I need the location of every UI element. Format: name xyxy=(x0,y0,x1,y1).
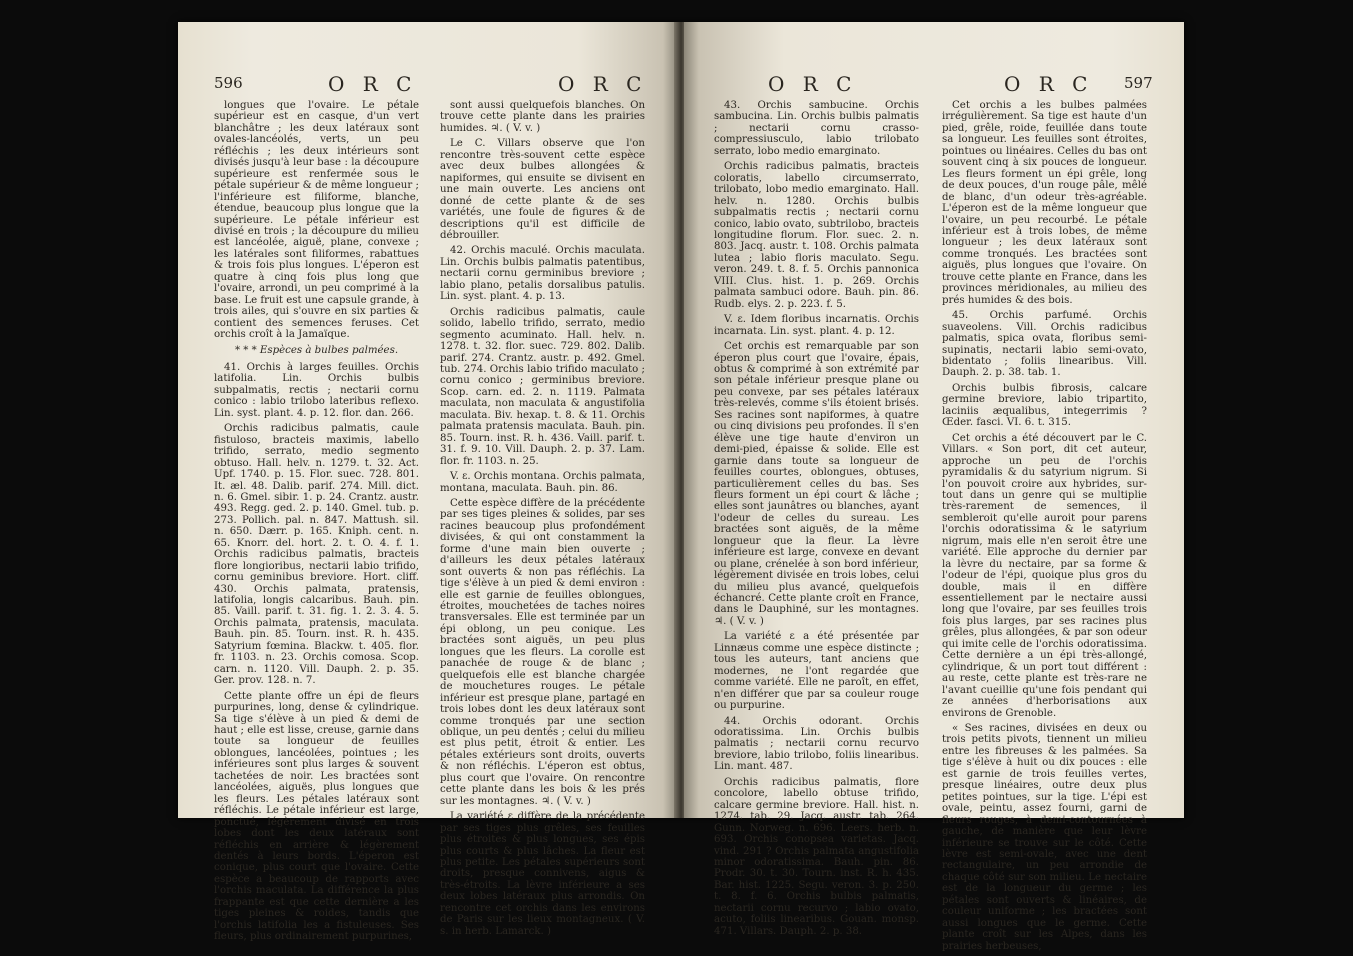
page-number: 596 xyxy=(214,74,243,92)
paragraph: Orchis radicibus palmatis, bracteis coloratis, labello circumserrato, trilobato, lobo medio emarginato. Hall. helv. n. 1280. Orchis bulbis subpalmatis rectis ; nectarii cornu conico, labio ovato, subtrilobo, bracteis longitudine florum. Flor. suec. 2. n. 803. Jacq. austr. t. 108. Orchis palmata lutea ; labio floris maculato. Segu. veron. 249. t. 8. f. 5. Orchis pannonica VIII. Clus. hist. 1. p. 269. Orchis palmata sambuci odore. Bauh. pin. 86. Rudb. elys. 2. p. 223. f. 5. xyxy=(714,161,919,310)
paragraph: Le C. Villars observe que l'on rencontre très-souvent cette espèce avec deux bulbes allongées & napiformes, qui ensuite se divisent en une main ouverte. Les anciens ont donné de cette plante & de ses variétés, une foule de figures & de descriptions qu'il est difficile de débrouiller. xyxy=(440,138,645,241)
right-page xyxy=(684,22,1184,952)
paragraph: Cette plante offre un épi de fleurs purpurines, long, dense & cylindrique. Sa tige s'élève à un pied & demi de haut ; elle est lisse, creuse, garnie dans toute sa longueur de feuilles oblongues, lancéolées, pointues ; les inférieures sont plus larges & souvent tachetées de noir. Les bractées sont lancéolées, aiguës, plus longues que les fleurs. Les pétales latéraux sont réfléchis. Le pétale inférieur est large, ponctué, légèrement divisé en trois lobes dont les deux latéraux sont réfléchis en arrière & légèrement dentés à leurs bords. L'éperon est conique, plus court que l'ovaire. Cette espèce a beaucoup de rapports avec l'orchis maculata. La différence la plus frappante est que cette dernière a les tiges pleines & roides, tandis que l'orchis latifolia les a fistuleuses. Ses fleurs, plus ordinairement purpurines, xyxy=(214,690,419,943)
paragraph: Orchis radicibus palmatis, caule solido, labello trifido, serrato, medio segmento acuminato. Hall. helv. n. 1278. t. 32. flor. suec. 729. 802. Dalib. parif. 274. Crantz. austr. p. 492. Gmel. tub. 274. Orchis labio trifido maculato ; cornu conico ; germinibus breviore. Scop. carn. ed. 2. n. 1119. Palmata maculata, non maculata & angustifolia maculata. Biv. hexap. t. 8. & 11. Orchis palmata pratensis maculata. Bauh. pin. 85. Tourn. inst. R. h. 436. Vaill. parif. t. 31. f. 9. 10. Vill. Dauph. 2. p. 37. Lam. flor. fr. 1103. n. 25. xyxy=(440,306,645,467)
open-book xyxy=(178,22,1184,952)
paragraph: « Ses racines, divisées en deux ou trois petits pivots, tiennent un milieu entre les fibreuses & les palmées. Sa tige s'élève à huit ou dix pouces : elle est garnie de trois feuilles vertes, presque linéaires, outre deux plus petites pointues, sur la tige. L'épi est ovale, peintu, assez fourni, garni de fleurs rouges, à demi-contournées à gauche, de manière que leur lèvre inférieure se trouve sur le côté. Cette lèvre est semi-ovale, avec une dent rectangulaire, un peu arrondie de chaque côté sur son milieu. Le nectaire est de la longueur du germe ; les pétales sont ouverts & linéaires, de couleur uniforme ; les bractées sont aussi longues que le germe. Cette plante croît sur les Alpes, dans les prairies herbeuses, xyxy=(942,723,1147,952)
running-header: O R C xyxy=(1004,72,1094,96)
paragraph: 42. Orchis maculé. Orchis maculata. Lin. Orchis bulbis palmatis patentibus, nectarii cornu germinibus breviore ; labio plano, petalis dorsalibus patulis. Lin. syst. plant. 4. p. 13. xyxy=(440,245,645,303)
section-heading: * * * Espèces à bulbes palmées. xyxy=(234,344,399,356)
text-column-left xyxy=(714,100,919,941)
running-header: O R C xyxy=(768,72,858,96)
paragraph: La variété ε diffère de la précédente par ses tiges plus grêles, ses feuilles plus étroites & plus longues, ses épis plus courts & plus lâches. La fleur est plus petite. Les pétales supérieurs sont droits, presque connivens, aigus & très-étroits. La lèvre inférieure a ses deux lobes latéraux plus arrondis. On rencontre cet orchis dans les environs de Paris sur les lieux montagneux. ( V. s. in herb. Lamarck. ) xyxy=(440,811,645,937)
paragraph: 41. Orchis à larges feuilles. Orchis latifolia. Lin. Orchis bulbis subpalmatis, rectis ; nectarii cornu conico : labio trilobo lateribus reflexo. Lin. syst. plant. 4. p. 12. flor. dan. 266. xyxy=(214,361,419,419)
paragraph: sont aussi quelquefois blanches. On trouve cette plante dans les prairies humides. ♃. ( V. v. ) xyxy=(440,100,645,134)
paragraph: Orchis radicibus palmatis, caule fistuloso, bracteis maximis, labello trifido, serrato, medio segmento obtuso. Hall. helv. n. 1279. t. 32. Act. Upf. 1740. p. 15. Flor. suec. 728. 801. It. æl. 48. Dalib. parif. 274. Mill. dict. n. 6. Gmel. sibir. 1. p. 24. Crantz. austr. 493. Regg. ged. 2. p. 140. Gmel. tub. p. 273. Pollich. pal. n. 847. Mattush. sil. n. 650. Dærr. p. 165. Kniph. cent. n. 65. Knorr. del. hort. 2. t. O. 4. f. 1. Orchis radicibus palmatis, bracteis flore longioribus, nectarii labio trifido, cornu geminibus breviore. Hort. cliff. 430. Orchis palmata, pratensis, latifolia, longis calcaribus. Bauh. pin. 85. Vaill. parif. t. 31. fig. 1. 2. 3. 4. 5. Orchis palmata, pratensis, maculata. Bauh. pin. 85. Tourn. inst. R. h. 435. Satyrium fœmina. Blackw. t. 405. flor. fr. 1103. n. 23. Orchis comosa. Scop. carn. n. 1120. Vill. Dauph. 2. p. 35. Ger. prov. 128. n. 7. xyxy=(214,423,419,687)
text-column-right xyxy=(942,100,1147,956)
paragraph: Orchis bulbis fibrosis, calcare germine breviore, labio tripartito, laciniis æqualibus, integerrimis ? Œder. fasci. VI. 6. t. 315. xyxy=(942,382,1147,429)
paragraph: V. ε. Orchis montana. Orchis palmata, montana, maculata. Bauh. pin. 86. xyxy=(440,471,645,494)
paragraph: Cet orchis a été découvert par le C. Villars. « Son port, dit cet auteur, approche un peu de l'orchis pyramidalis & du satyrium nigrum. Si l'on pouvoit croire aux hybrides, sur-tout dans un genre qui se multiplie très-rarement de semences, il sembleroit qu'elle auroit pour parens l'orchis odoratissima & le satyrium nigrum, mais elle n'en seroit être une variété. Elle approche du dernier par la lèvre du nectaire, par sa forme & l'odeur de l'épi, quoique plus gros du double, mais il en diffère essentiellement par le nectaire aussi long que l'ovaire, par ses feuilles trois fois plus larges, par ses racines plus grêles, plus allongées, & par son odeur qui imite celle de l'orchis odoratissima. Cette dernière a un épi très-allongé, cylindrique, & un port tout différent : au reste, cette plante est très-rare ne l'avant cueillie qu'une fois pendant qui ze années d'herborisations aux environs de Grenoble. xyxy=(942,432,1147,719)
running-header: O R C xyxy=(328,72,418,96)
paragraph: 43. Orchis sambucine. Orchis sambucina. Lin. Orchis bulbis palmatis ; nectarii cornu crasso-compressiusculo, labio trilobato serrato, lobo medio emarginato. xyxy=(714,100,919,157)
paragraph: 44. Orchis odorant. Orchis odoratissima. Lin. Orchis bulbis palmatis ; nectarii cornu recurvo breviore, labio trilobo, foliis linearibus. Lin. mant. 487. xyxy=(714,715,919,773)
page-number: 597 xyxy=(1124,74,1153,92)
paragraph: V. ε. Idem floribus incarnatis. Orchis incarnata. Lin. syst. plant. 4. p. 12. xyxy=(714,314,919,337)
paragraph: La variété ε a été présentée par Linnæus comme une espèce distincte ; tous les auteurs, tant anciens que modernes, ne l'ont regardée que comme variété. Elle ne paroît, en effet, n'en différer que par sa couleur rouge ou purpurine. xyxy=(714,631,919,712)
running-header: O R C xyxy=(558,72,648,96)
paragraph: Orchis radicibus palmatis, flore concolore, labello obtuse trifido, calcare germine breviore. Hall. hist. n. 1274. tab. 29. Jacq. austr. tab. 264. Gunn. Norweg. n. 696. Leers. herb. n. 693. Orchis conopsea varietas. Jacq. vind. 291 ? Orchis palmata angustifolia minor odoratissima. Bauh. pin. 86. Prodr. 30. t. 30. Tourn. inst. R. h. 435. Bar. hist. 1225. Segu. veron. 3. p. 250. t. 8. f. 6. Orchis bulbis palmatis, nectarii cornu recurvo ; labio ovato, acuto, foliis linearibus. Gouan. monsp. 471. Villars. Dauph. 2. p. 38. xyxy=(714,776,919,937)
text-column-left xyxy=(214,100,419,947)
left-page xyxy=(178,22,678,943)
paragraph: 45. Orchis parfumé. Orchis suaveolens. Vill. Orchis radicibus palmatis, spica ovata, floribus semi-supinatis, nectarii labio semi-ovato, bidentato ; foliis linearibus. Vill. Dauph. 2. p. 38. tab. 1. xyxy=(942,310,1147,379)
paragraph: Cet orchis a les bulbes palmées irrégulièrement. Sa tige est haute d'un pied, grêle, roide, feuillée dans toute sa longueur. Les feuilles sont étroites, pointues ou linéaires. Celles du bas ont souvent cinq à six pouces de longueur. Les fleurs forment un épi grêle, long de deux pouces, d'un rouge pâle, mêlé de blanc, d'un odeur très-agréable. L'éperon est de la même longueur que l'ovaire, un peu recourbé. Le pétale inférieur est à trois lobes, de même longueur ; les deux latéraux sont comme tronqués. Les bractées sont aiguës, plus longues que l'ovaire. On trouve cette plante en France, dans les provinces méridionales, au milieu des prés humides & des bois. xyxy=(942,100,1147,306)
paragraph: longues que l'ovaire. Le pétale supérieur est en casque, d'un vert blanchâtre ; les deux latéraux sont ovales-lancéolés, verts, un peu réfléchis ; les deux intérieurs sont divisés jusqu'à leur base : la découpure supérieure est renfermée sous le pétale supérieur & de même longueur ; l'inférieure est filiforme, blanche, étendue, beaucoup plus longue que la supérieure. Le pétale inférieur est divisé en trois ; la découpure du milieu est lancéolée, aiguë, plane, convexe ; les latérales sont filiformes, rabattues & trois fois plus longues. L'éperon est quatre à cinq fois plus long que l'ovaire, arrondi, un peu comprimé à la base. Le fruit est une capsule grande, à trois ailes, qui s'ouvre en six parties & contient des semences feruses. Cet orchis croît à la Jamaïque. xyxy=(214,100,419,341)
text-column-right xyxy=(440,100,645,941)
paragraph: Cet orchis est remarquable par son éperon plus court que l'ovaire, épais, obtus & comprimé à son extrémité par son pétale inférieur presque plane ou peu convexe, par ses pétales latéraux très-relevés, comme s'ils étoient brisés. Ses racines sont napiformes, à quatre ou cinq divisions peu profondes. Il s'en élève une tige haute d'environ un demi-pied, épaisse & solide. Elle est garnie dans toute sa longueur de feuilles courtes, oblongues, obtuses, particulièrement celles du bas. Ses fleurs forment un épi court & lâche ; elles sont jaunâtres ou blanches, ayant l'odeur de celles du sureau. Les bractées sont aiguës, de la même longueur que la fleur. La lèvre inférieure est large, convexe en devant ou plane, crénelée à son bord inférieur, légèrement divisée en trois lobes, celui du milieu plus avancé, quelquefois échancré. Cette plante croît en France, dans le Dauphiné, sur les montagnes. ♃. ( V. v. ) xyxy=(714,341,919,627)
paragraph: Cette espèce diffère de la précédente par ses tiges pleines & solides, par ses racines beaucoup plus profondément divisées, & qui ont constamment la forme d'une main bien ouverte ; d'ailleurs les deux pétales latéraux sont ouverts & non pas réfléchis. La tige s'élève à un pied & demi environ : elle est garnie de feuilles oblongues, étroites, mouchetées de taches noires transversales. Elle est terminée par un épi oblong, un peu conique. Les bractées sont aiguës, un peu plus longues que les fleurs. La corolle est panachée de rouge & de blanc ; quelquefois elle est blanche chargée de mouchetures rouges. Le pétale inférieur est presque plane, partagé en trois lobes dont les deux latéraux sont comme tronqués par une section oblique, un peu dentés ; celui du milieu est plus petit, étroit & entier. Les pétales extérieurs sont droits, ouverts & non réfléchis. L'éperon est obtus, plus court que l'ovaire. On rencontre cette plante dans les bois & les prés sur les montagnes. ♃. ( V. v. ) xyxy=(440,497,645,807)
